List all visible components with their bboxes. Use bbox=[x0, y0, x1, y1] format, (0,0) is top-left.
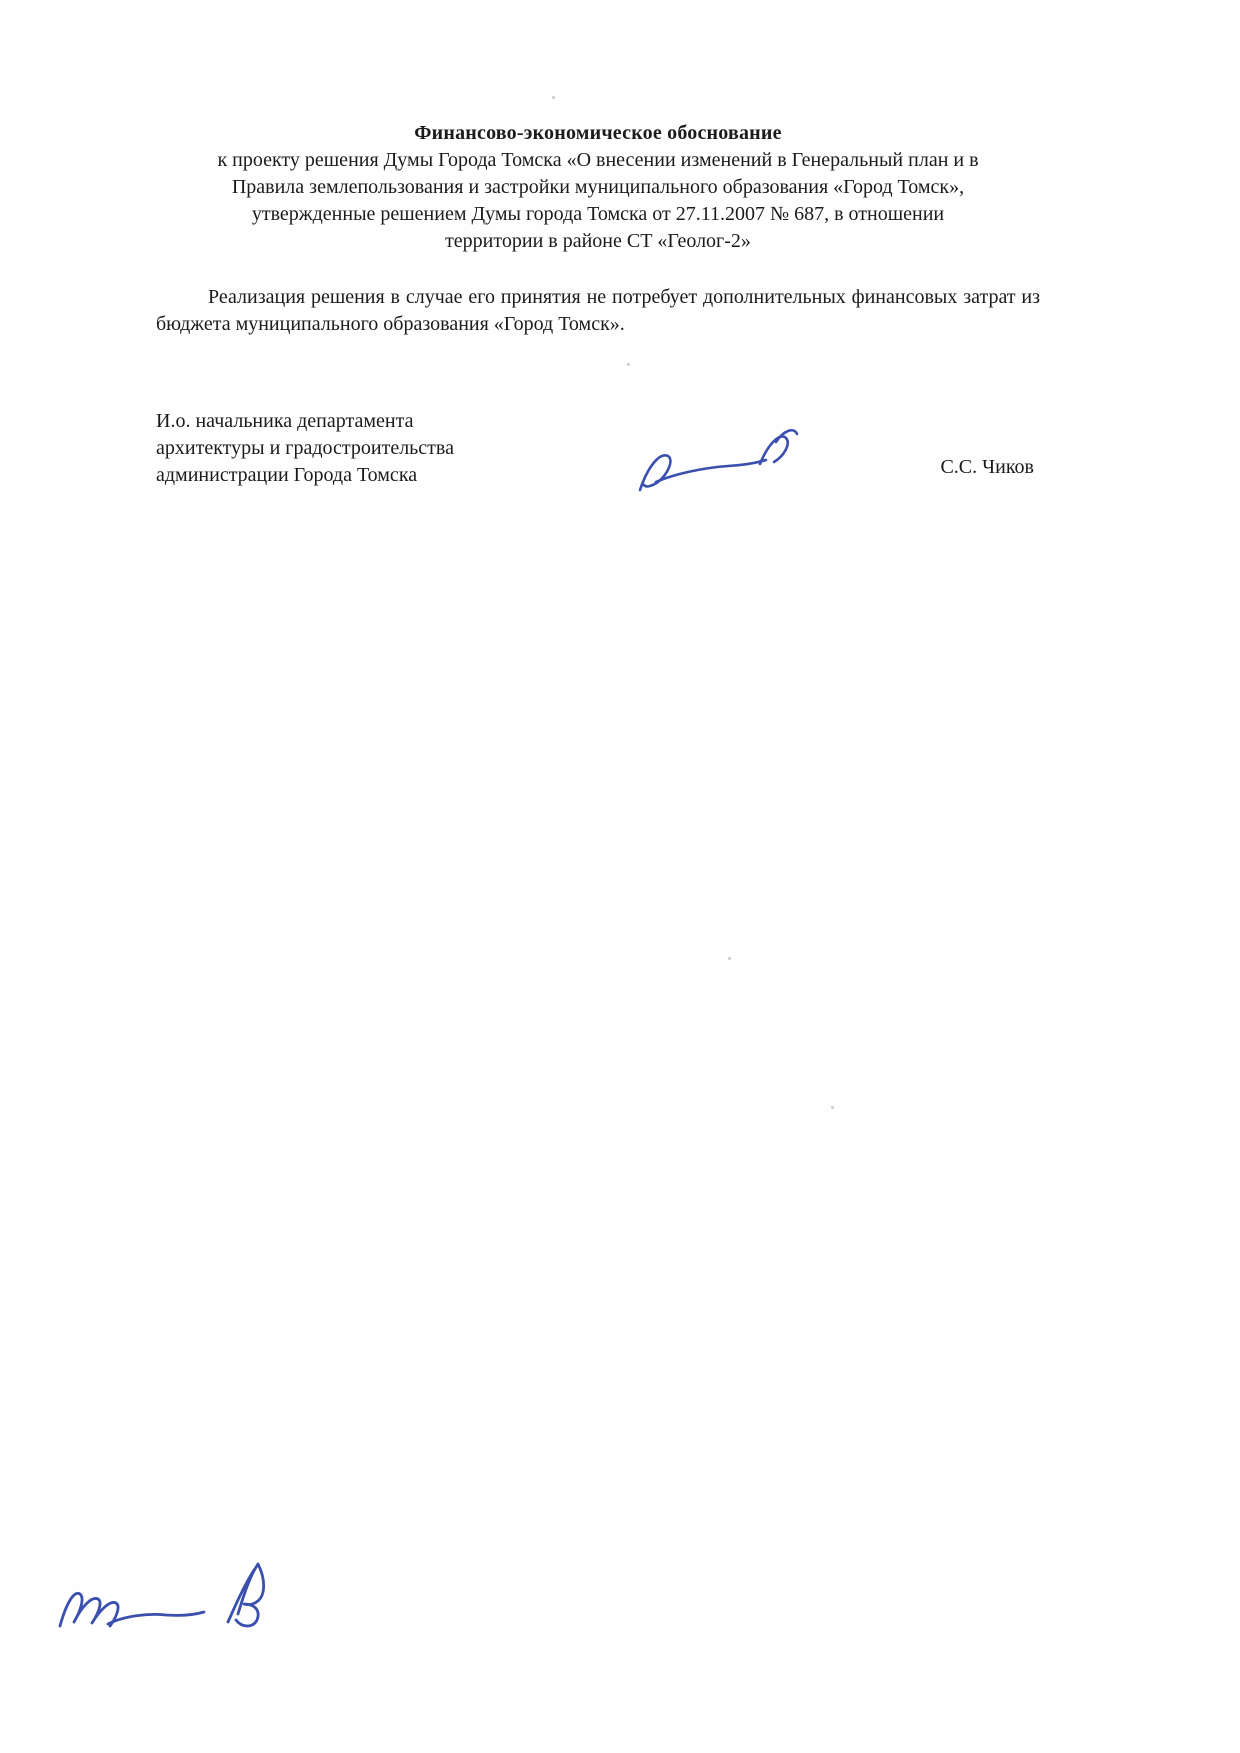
signature-block bbox=[156, 408, 1040, 528]
signatory-name: С.С. Чиков bbox=[940, 456, 1034, 478]
signatory-position-line-3: администрации Города Томска bbox=[156, 464, 418, 486]
signatory-position bbox=[156, 408, 454, 489]
scan-speck bbox=[831, 1106, 834, 1109]
footer-ink-strokes bbox=[60, 1564, 264, 1626]
signatory-position-line-2: архитектуры и градостроительства bbox=[156, 437, 454, 459]
document-subtitle-line-3: утвержденные решением Думы города Томска от 27.11.2007 № 687, в отношении bbox=[251, 203, 945, 225]
document-subtitle-line-1: к проекту решения Думы Города Томска «О внесении изменений в Генеральный план и в bbox=[217, 149, 979, 171]
signatory-position-line-1: И.о. начальника департамента bbox=[156, 410, 414, 432]
document-header bbox=[156, 120, 1040, 255]
signature-strokes bbox=[640, 430, 797, 490]
body-paragraph: Реализация решения в случае его принятия не потребует дополнительных финансовых затрат из бюджета муниципального образования «Город Томск». bbox=[156, 286, 1040, 335]
signature-ink-scribble bbox=[634, 422, 804, 504]
document-subtitle-line-2: Правила землепользования и застройки муниципального образования «Город Томск», bbox=[231, 176, 965, 198]
document-title: Финансово-экономическое обоснование bbox=[414, 122, 782, 144]
scan-speck bbox=[627, 363, 630, 366]
scan-speck bbox=[552, 96, 555, 99]
scan-speck bbox=[728, 957, 731, 960]
document-subtitle-line-4: территории в районе СТ «Геолог-2» bbox=[445, 230, 751, 252]
footer-ink-scribble bbox=[52, 1530, 272, 1640]
